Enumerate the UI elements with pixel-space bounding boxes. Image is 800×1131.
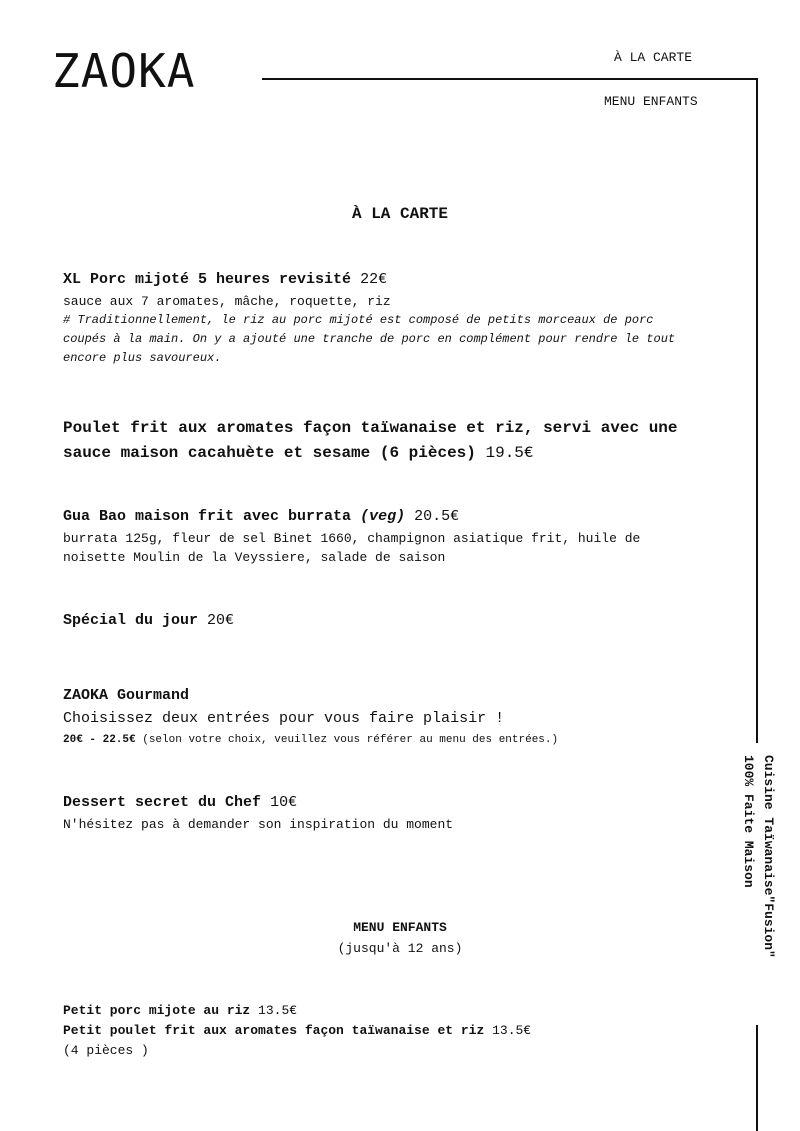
menu-item-desc: Choisissez deux entrées pour vous faire plaisir ! [63,710,505,727]
menu-item-special [63,609,743,633]
menu-item-gua-bao [63,505,743,567]
nav-link-menu-enfants[interactable]: MENU ENFANTS [604,94,698,109]
header-rule [262,78,758,80]
menu-item-price: 19.5€ [485,444,534,462]
menu-item-name: Dessert secret du Chef [63,794,262,811]
menu-item-name: Gua Bao maison frit avec burrata [63,508,352,525]
kids-menu-item [63,1001,531,1021]
kids-menu-list [63,1001,531,1061]
menu-item-desc: burrata 125g, fleur de sel Binet 1660, champignon asiatique frit, huile de noisette Moulin de la Veyssiere, salade de saison [63,531,641,565]
kids-item-price: 13.5€ [258,1003,298,1018]
menu-item-dessert [63,791,743,834]
menu-item-name: Spécial du jour [63,612,199,629]
menu-item-name: XL Porc mijoté 5 heures revisité [63,271,352,288]
side-tagline-line2: 100% Faite Maison [741,755,756,888]
menu-item-price: 20€ [207,612,235,629]
menu-item-desc: sauce aux 7 aromates, mâche, roquette, riz [63,294,391,309]
menu-item-price: 22€ [360,271,388,288]
section-subtitle-enfants: (jusqu'à 12 ans) [337,941,463,956]
section-title-carte: À LA CARTE [351,205,448,223]
menu-item-gourmand [63,684,743,750]
menu-item-poulet [63,416,728,466]
menu-item-name: Poulet frit aux aromates façon taïwanaise et riz, servi avec une sauce maison cacahuète et sesame (6 pièces) [63,419,678,462]
brand-logo: ZAOKA [52,44,196,98]
nav-link-a-la-carte[interactable]: À LA CARTE [614,50,693,65]
kids-menu-item [63,1021,531,1041]
menu-item-note: # Traditionnellement, le riz au porc mijoté est composé de petits morceaux de porc coupés à la main. On y a ajouté une tranche de porc en complément pour rendre le tout encore plus savoureux. [63,313,676,365]
menu-item-price-range: 20€ - 22.5€ [63,734,136,746]
kids-item-name: Petit poulet frit aux aromates façon taïwanaise et riz [63,1023,485,1038]
kids-item-name: Petit porc mijote au riz [63,1003,251,1018]
menu-item-note: (selon votre choix, veuillez vous référer au menu des entrées.) [142,734,559,746]
menu-item-price: 10€ [270,794,298,811]
side-rule-bottom [756,1025,758,1131]
kids-item-price: 13.5€ [492,1023,532,1038]
side-rule-top [756,78,758,743]
side-tagline-line1: Cuisine Taïwanaise"Fusion" [761,755,776,958]
menu-item-tag: (veg) [360,508,406,525]
section-title-enfants: MENU ENFANTS [353,920,447,935]
menu-item-porc [63,268,743,368]
kids-item-note: (4 pièces ) [63,1043,149,1058]
menu-item-desc: N'hésitez pas à demander son inspiration du moment [63,817,454,832]
menu-item-name: ZAOKA Gourmand [63,687,190,704]
menu-item-price: 20.5€ [414,508,460,525]
